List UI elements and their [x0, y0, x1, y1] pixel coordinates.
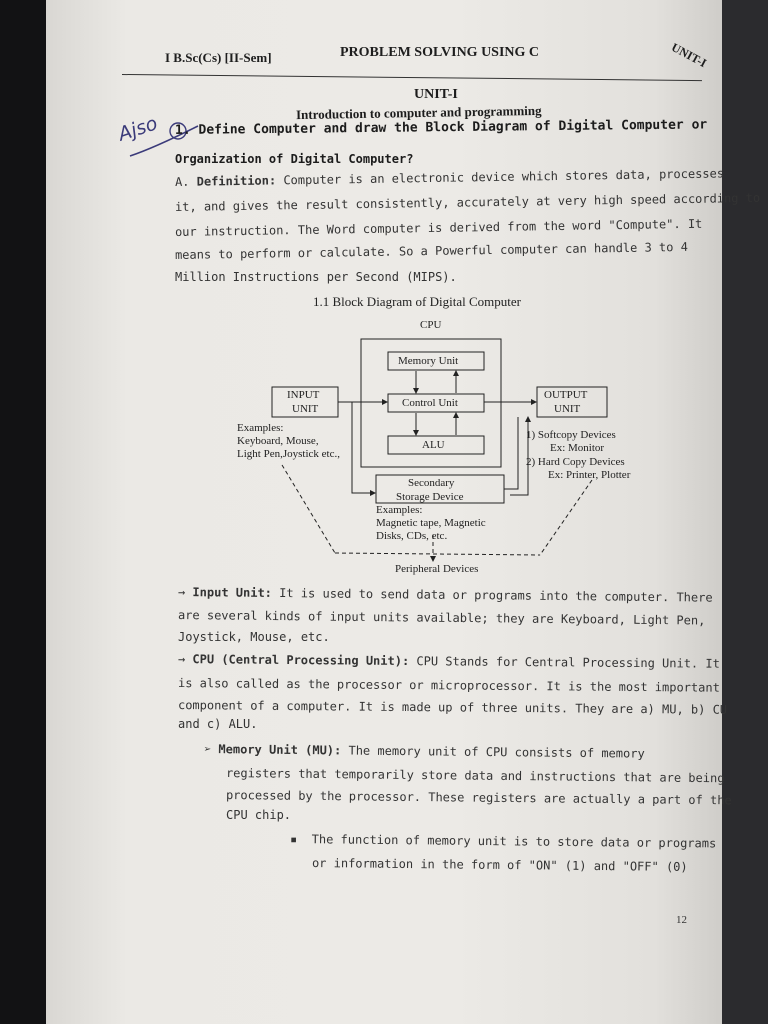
- cpu-heading: CPU (Central Processing Unit):: [192, 652, 410, 669]
- header-course: I B.Sc(Cs) [II-Sem]: [165, 50, 272, 65]
- unit-subtitle: Introduction to computer and programming: [295, 102, 542, 123]
- cpu-line-2: is also called as the processor or microprocessor. It is the most important: [177, 676, 720, 695]
- cpu-label: CPU: [420, 319, 442, 331]
- secondary-examples-1: Examples:: [376, 504, 423, 516]
- memory-unit-line-4: CPU chip.: [226, 808, 292, 822]
- memory-unit-label: Memory Unit: [398, 355, 459, 367]
- output-unit-label-1: OUTPUT: [544, 389, 588, 401]
- handwritten-note: Ajso: [115, 112, 161, 146]
- peripheral-devices-label: Peripheral Devices: [395, 563, 479, 575]
- memory-unit-line-2: registers that temporarily store data and instructions that are being: [225, 766, 725, 786]
- secondary-label-1: Secondary: [408, 477, 455, 489]
- answer-line-4: means to perform or calculate. So a Powerful computer can handle 3 to 4: [174, 239, 688, 262]
- memory-unit-line-1-text: The memory unit of CPU consists of memory: [341, 743, 645, 761]
- answer-label: A.: [174, 174, 197, 189]
- input-examples-3: Light Pen,Joystick etc.,: [237, 448, 340, 460]
- input-unit-label-2: UNIT: [292, 403, 319, 415]
- answer-line-2: it, and gives the result consistently, accurately at very high speed according to: [174, 190, 761, 214]
- input-unit-line-3: Joystick, Mouse, etc.: [178, 630, 330, 644]
- question-line-2: Organization of Digital Computer?: [175, 152, 414, 166]
- control-unit-label: Control Unit: [402, 397, 458, 409]
- input-examples-2: Keyboard, Mouse,: [237, 435, 319, 447]
- background-right: [718, 0, 768, 1024]
- cpu-arrow-icon: →: [177, 652, 186, 667]
- definition-label: Definition:: [196, 173, 277, 189]
- question-line-1: 1. Define Computer and draw the Block Diagram of Digital Computer or: [174, 117, 708, 138]
- background-left: [0, 0, 50, 1024]
- cpu-line-4: and c) ALU.: [178, 717, 258, 731]
- memory-unit-heading: Memory Unit (MU):: [218, 742, 342, 758]
- page-number: 12: [676, 914, 687, 926]
- alu-label: ALU: [422, 439, 445, 451]
- answer-line-1-text: Computer is an electronic device which stores data, processes: [276, 166, 725, 188]
- input-examples-1: Examples:: [237, 422, 284, 434]
- cpu-line-1-text: CPU Stands for Central Processing Unit. It: [409, 654, 720, 671]
- output-examples-4: Ex: Printer, Plotter: [548, 469, 631, 481]
- memory-bullet-icon: ➢: [203, 742, 212, 757]
- input-unit-line-2: are several kinds of input units available; they are Keyboard, Light Pen,: [177, 608, 706, 628]
- secondary-label-2: Storage Device: [396, 491, 464, 503]
- square-bullet-icon: ▪: [289, 832, 298, 847]
- output-examples-3: 2) Hard Copy Devices: [526, 456, 625, 468]
- mu-function-line-2: or information in the form of "ON" (1) and "OFF" (0): [311, 856, 688, 874]
- input-unit-line-1-text: It is used to send data or programs into the computer. There: [271, 585, 713, 605]
- output-unit-label-2: UNIT: [554, 403, 581, 415]
- cpu-line-3: component of a computer. It is made up of three units. They are a) MU, b) CU: [177, 698, 728, 717]
- output-examples-2: Ex: Monitor: [550, 442, 605, 454]
- answer-line-5: Million Instructions per Second (MIPS).: [175, 270, 457, 284]
- block-diagram: [230, 315, 660, 580]
- answer-line-3: our instruction. The Word computer is derived from the word "Compute". It: [174, 216, 703, 239]
- unit-title: UNIT-I: [414, 87, 458, 102]
- input-arrow-icon: →: [177, 585, 186, 600]
- input-unit-heading: Input Unit:: [192, 585, 273, 600]
- output-examples-1: 1) Softcopy Devices: [526, 429, 616, 441]
- memory-unit-line-3: processed by the processor. These registers are actually a part of the: [225, 788, 732, 808]
- diagram-caption: 1.1 Block Diagram of Digital Computer: [313, 294, 521, 309]
- input-unit-label-1: INPUT: [287, 389, 320, 401]
- header-unit-tag: UNIT-I: [669, 40, 709, 71]
- secondary-examples-2: Magnetic tape, Magnetic: [376, 517, 486, 529]
- mu-function-line-1-text: The function of memory unit is to store data or programs: [311, 832, 717, 851]
- secondary-examples-3: Disks, CDs, etc.: [376, 530, 448, 542]
- header-subject: PROBLEM SOLVING USING C: [340, 45, 540, 60]
